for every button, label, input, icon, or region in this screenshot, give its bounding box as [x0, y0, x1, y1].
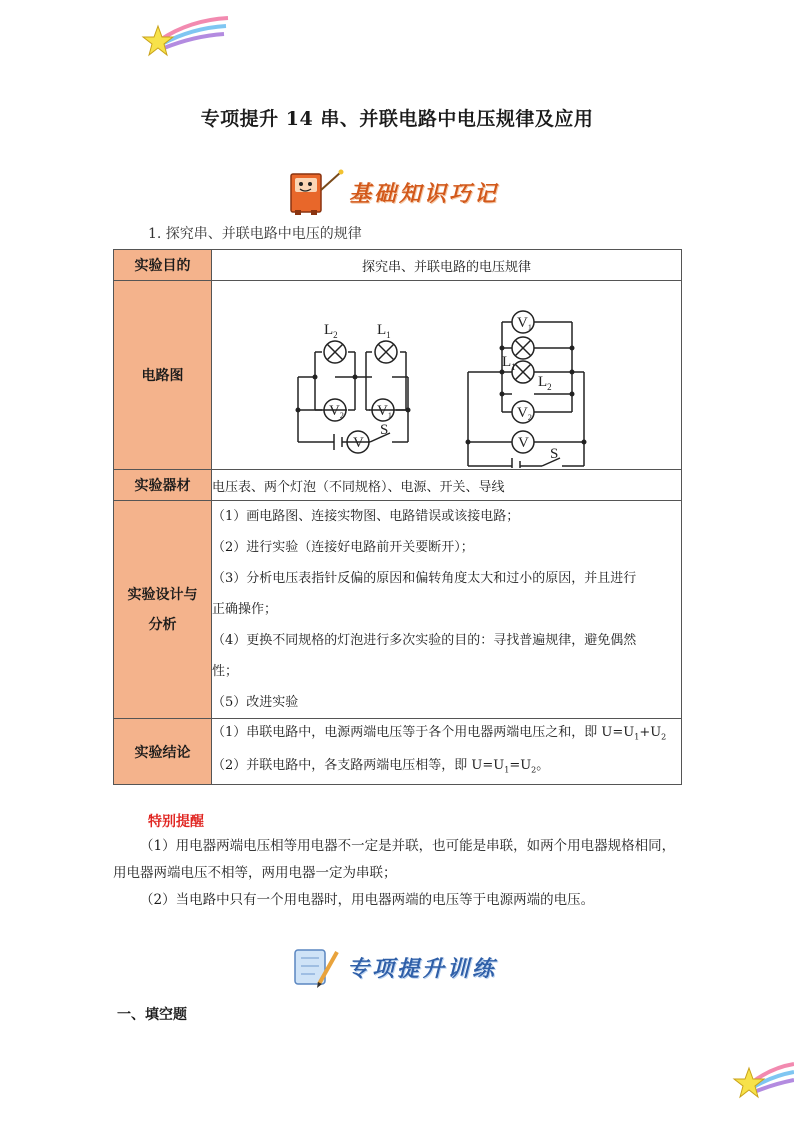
- row-label: 实验目的: [114, 250, 212, 281]
- voltmeter-V2: $V_2$: [329, 403, 344, 420]
- conclusion-line: （1）串联电路中，电源两端电压等于各个用电器两端电压之和，即 $U=U_1+U_2$: [212, 725, 667, 742]
- circuit-diagrams: [212, 281, 682, 470]
- row-label: 实验结论: [114, 719, 212, 785]
- table-row: [114, 501, 682, 719]
- design-line: （4）更换不同规格的灯泡进行多次实验的目的：寻找普遍规律，避免偶然: [212, 633, 637, 648]
- voltmeter-V1-parallel: $V_1$: [517, 315, 532, 332]
- switch-S-parallel: S: [550, 446, 559, 462]
- row-label: 实验器材: [114, 470, 212, 501]
- notebook-pen-icon: [287, 944, 343, 990]
- section-fill-in-blank: 一、填空题: [117, 1007, 187, 1023]
- design-line: （2）进行实验（连接好电路前开关要断开）；: [212, 540, 474, 555]
- voltmeter-V2-parallel: $V_2$: [517, 405, 532, 422]
- switch-S: S: [380, 422, 389, 438]
- conclusion-line: （2）并联电路中，各支路两端电压相等，即 $U=U_1=U_2$。: [212, 757, 550, 775]
- banner-title: 专项提升训练: [347, 955, 498, 982]
- voltmeter-V: V: [353, 435, 364, 451]
- row-content: 电压表、两个灯泡（不同规格）、电源、开关、导线: [212, 470, 682, 501]
- book-mascot-icon: [287, 168, 345, 216]
- banner-basic-knowledge: [287, 168, 499, 216]
- reminder-paragraph: （2）当电路中只有一个用电器时，用电器两端的电压等于电源两端的电压。: [140, 892, 595, 908]
- design-line: （3）分析电压表指针反偏的原因和偏转角度太大和过小的原因，并且进行: [212, 571, 637, 586]
- label-L2-parallel: $L_2$: [538, 374, 552, 392]
- table-row: [114, 719, 682, 785]
- row-content: 探究串、并联电路的电压规律: [212, 250, 682, 281]
- label-L1: $L_1$: [377, 322, 391, 340]
- section-heading: 1. 探究串、并联电路中电压的规律: [148, 226, 362, 242]
- voltmeter-V1: $V_1$: [377, 403, 392, 420]
- table-row: [114, 470, 682, 501]
- table-row: [114, 281, 682, 470]
- banner-training: [287, 944, 497, 990]
- reminder-paragraph: （1）用电器两端电压相等用电器不一定是并联，也可能是串联，如两个用电器规格相同，用电器两端电压不相等，两用电器一定为串联；: [113, 838, 676, 881]
- shooting-star-icon: [140, 14, 230, 62]
- shooting-star-icon: [732, 1058, 794, 1104]
- row-label: 电路图: [114, 281, 212, 470]
- voltmeter-V-parallel: V: [518, 435, 529, 451]
- label-L1-parallel: $L_1$: [502, 354, 516, 372]
- page-title: 专项提升 14 串、并联电路中电压规律及应用: [200, 108, 594, 130]
- row-content: [212, 501, 682, 719]
- table-row: [114, 250, 682, 281]
- experiment-table: [113, 249, 682, 785]
- design-line: （1）画电路图、连接实物图、电路错误或该接电路；: [212, 509, 520, 524]
- design-line: 性；: [212, 664, 239, 679]
- row-label: 实验设计与 分析: [114, 501, 212, 719]
- reminder-title: 特别提醒: [148, 814, 204, 830]
- series-circuit-diagram: [212, 282, 682, 468]
- banner-title: 基础知识巧记: [349, 180, 500, 207]
- label-L2: $L_2$: [324, 322, 338, 340]
- row-content: [212, 719, 682, 785]
- design-line: （5）改进实验: [212, 695, 299, 710]
- design-line: 正确操作；: [212, 602, 278, 617]
